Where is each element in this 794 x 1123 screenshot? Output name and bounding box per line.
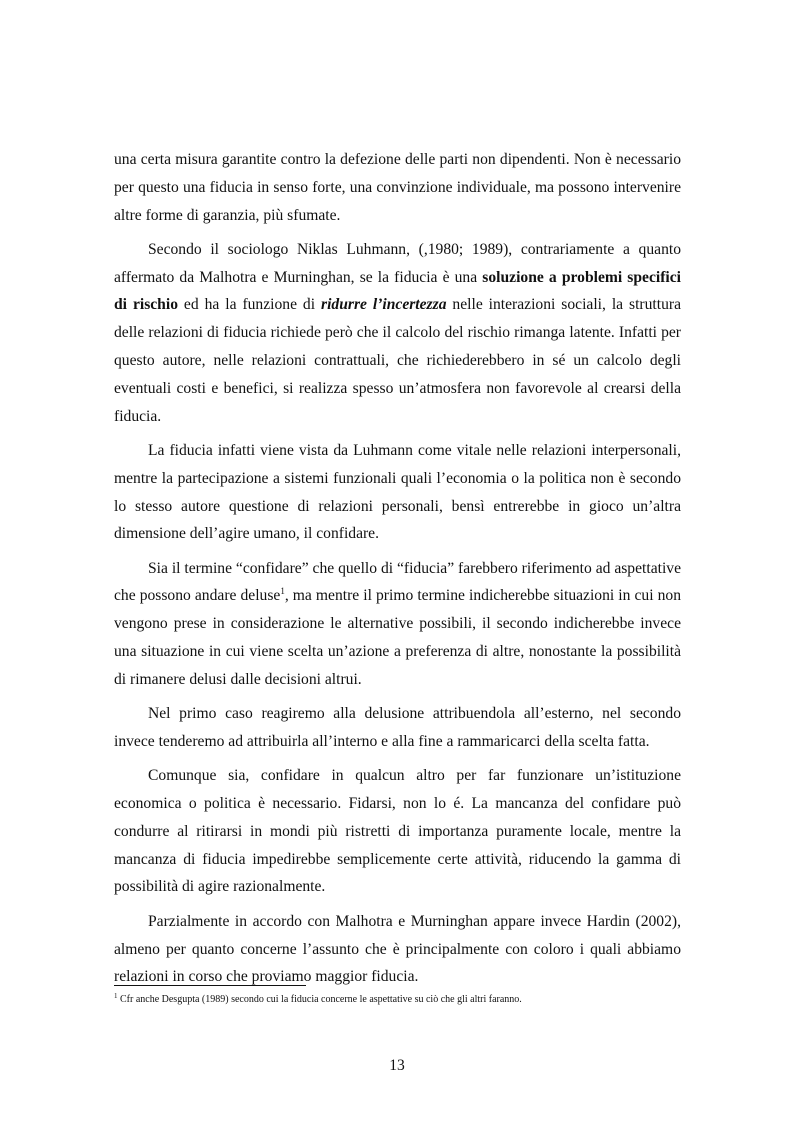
bold-phrase: soluzione a problemi specifici di rischio — [114, 268, 682, 314]
page-number: 13 — [389, 1057, 405, 1074]
paragraph — [114, 555, 681, 694]
paragraph-text: , ma mentre il primo termine indicherebbe situazioni in cui non vengono prese in considerazione le alternative possibili, il secondo indicherebbe invece una situazione in cui viene scelta un’azione a preferenza di altre, nonostante la possibilità di rimanere delusi dalle decisioni altrui. — [114, 587, 681, 688]
paragraph: Nel primo caso reagiremo alla delusione attribuendola all’esterno, nel secondo invece tenderemo ad attribuirla all’interno e alla fine a rammaricarci della scelta fatta. — [114, 705, 681, 750]
paragraph: Comunque sia, confidare in qualcun altro per far funzionare un’istituzione economica o politica è necessario. Fidarsi, non lo é. La mancanza del confidare può condurre al ritirarsi in mondi più ristretti di importanza puramente locale, mentre la mancanza di fiducia impedirebbe semplicemente certe attività, riducendo la gamma di possibilità di agire razionalmente. — [114, 767, 681, 896]
paragraph: Parzialmente in accordo con Malhotra e Murninghan appare invece Hardin (2002), almeno per quanto concerne l’assunto che è principalmente con coloro i quali abbiamo relazioni in corso che proviamo maggior fiducia. — [114, 912, 681, 986]
footnote-reference[interactable]: 1 — [280, 586, 285, 597]
bold-italic-phrase: ridurre l’incertezza — [321, 296, 447, 314]
footnote-divider — [114, 985, 306, 986]
paragraph: La fiducia infatti viene vista da Luhmann come vitale nelle relazioni interpersonali, mentre la partecipazione a sistemi funzionali quali l’economia o la politica non è secondo lo stesso autore questione di relazioni personali, bensì entrerebbe in gioco un’altra dimensione dell’agire umano, il confidare. — [114, 441, 681, 543]
paragraph: una certa misura garantite contro la defezione delle parti non dipendenti. Non è necessario per questo una fiducia in senso forte, una convinzione individuale, ma possono intervenire altre forme di garanzia, più sfumate. — [114, 151, 681, 224]
footnote — [114, 993, 681, 1006]
body-text — [114, 146, 681, 998]
paragraph-text: ed ha la funzione di — [178, 296, 321, 314]
footnote-text: Cfr anche Desgupta (1989) secondo cui la fiducia concerne le aspettative su ciò che gli altri faranno. — [117, 994, 522, 1005]
paragraph — [114, 236, 681, 431]
footnote-marker: 1 — [114, 992, 118, 1000]
paragraph-text: nelle interazioni sociali, la struttura delle relazioni di fiducia richiede però che il calcolo del rischio rimanga latente. Infatti per questo autore, nelle relazioni contrattuali, che richiederebbero in sé un calcolo degli eventuali costi e benefici, si realizza spesso un’atmosfera non favorevole al crearsi della fiducia. — [114, 296, 681, 425]
paragraph-text: Secondo il sociologo Niklas Luhmann, (,1980; 1989), contrariamente a quanto affermato da Malhotra e Murninghan, se la fiducia è una — [114, 240, 681, 286]
paragraph-text: Sia il termine “confidare” che quello di “fiducia” farebbero riferimento ad aspettative che possono andare deluse — [114, 559, 681, 605]
